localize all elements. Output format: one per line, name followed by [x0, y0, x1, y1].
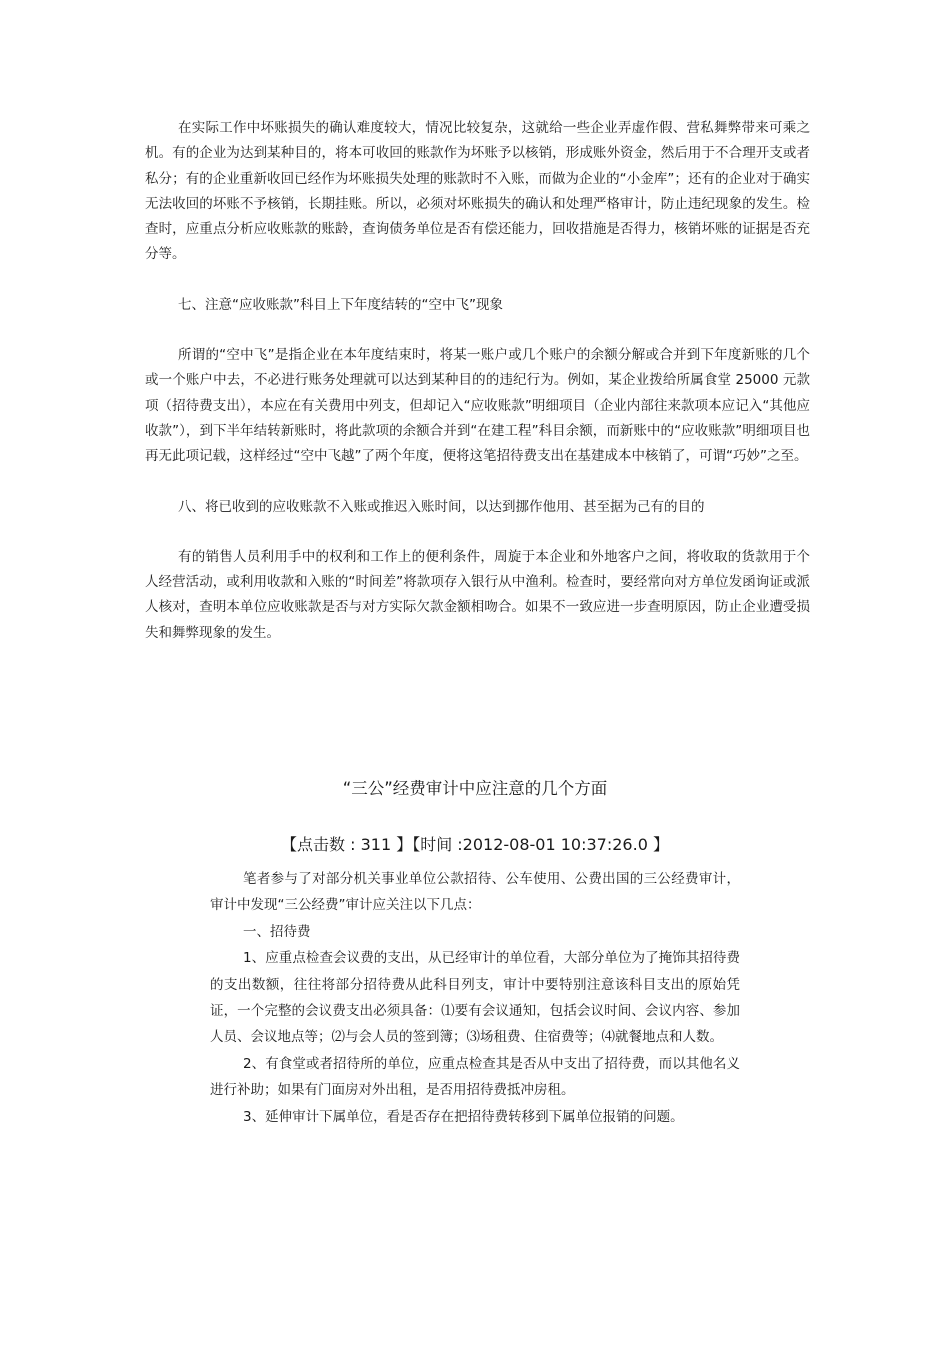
article-intro: 笔者参与了对部分机关事业单位公款招待、公车使用、公费出国的三公经费审计，审计中发现“三公经费”审计应关注以下几点：: [210, 871, 740, 914]
section-continuation: [145, 116, 810, 646]
article-body: [210, 866, 740, 1130]
article-item-1: 1、应重点检查会议费的支出，从已经审计的单位看，大部分单位为了掩饰其招待费的支出数额，往往将部分招待费从此科目列支，审计中要特别注意该科目支出的原始凭证，一个完整的会议费支出必须具备：⑴要有会议通知，包括会议时间、会议内容、参加人员、会议地点等；⑵与会人员的签到簿；⑶场租费、住宿费等；⑷就餐地点和人数。: [210, 950, 740, 1046]
air-flight-paragraph: 所谓的“空中飞”是指企业在本年度结束时，将某一账户或几个账户的余额分解或合并到下年度新账的几个或一个账户中去，不必进行账务处理就可以达到某种目的的违纪行为。例如，某企业拨给所属食堂 25000 元款项（招待费支出），本应在有关费用中列支，但却记入“应收账款”明细项目（企业内部往来款项本应记入“其他应收款”），到下半年结转新账时，将此款项的余额合并到“在建工程”科目余额，而新账中的“应收账款”明细项目也再无此项记载，这样经过“空中飞越”了两个年度，便将这笔招待费支出在基建成本中核销了，可谓“巧妙”之至。: [145, 347, 810, 465]
article-meta: 【点击数 : 311 】【时间 :2012-08-01 10:37:26.0 】: [281, 835, 669, 854]
section-heading-8: 八、将已收到的应收账款不入账或推迟入账时间，以达到挪作他用、甚至据为己有的目的: [178, 498, 705, 515]
article-item-3: 3、延伸审计下属单位，看是否存在把招待费转移到下属单位报销的问题。: [243, 1108, 684, 1125]
bad-debt-paragraph: 在实际工作中坏账损失的确认难度较大，情况比较复杂，这就给一些企业弄虚作假、营私舞弊带来可乘之机。有的企业为达到某种目的，将本可收回的账款作为坏账予以核销，形成账外资金，然后用于不合理开支或者私分；有的企业重新收回已经作为坏账损失处理的账款时不入账，而做为企业的“小金库”；还有的企业对于确实无法收回的坏账不予核销，长期挂账。所以，必须对坏账损失的确认和处理严格审计，防止违纪现象的发生。检查时，应重点分析应收账款的账龄，查询债务单位是否有偿还能力，回收措施是否得力，核销坏账的证据是否充分等。: [145, 120, 810, 263]
article-item-2: 2、有食堂或者招待所的单位，应重点检查其是否从中支出了招待费，而以其他名义进行补助；如果有门面房对外出租，是否用招待费抵冲房租。: [210, 1055, 740, 1099]
article-heading-1: 一、招待费: [243, 923, 311, 940]
section-heading-7: 七、注意“应收账款”科目上下年度结转的“空中飞”现象: [178, 296, 503, 313]
sales-staff-paragraph: 有的销售人员利用手中的权利和工作上的便利条件，周旋于本企业和外地客户之间，将收取的货款用于个人经营活动，或利用收款和入账的“时间差”将款项存入银行从中渔利。检查时，要经常向对方单位发函询证或派人核对，查明本单位应收账款是否与对方实际欠款金额相吻合。如果不一致应进一步查明原因，防止企业遭受损失和舞弊现象的发生。: [145, 548, 810, 641]
article-title: “三公”经费审计中应注意的几个方面: [342, 779, 608, 798]
